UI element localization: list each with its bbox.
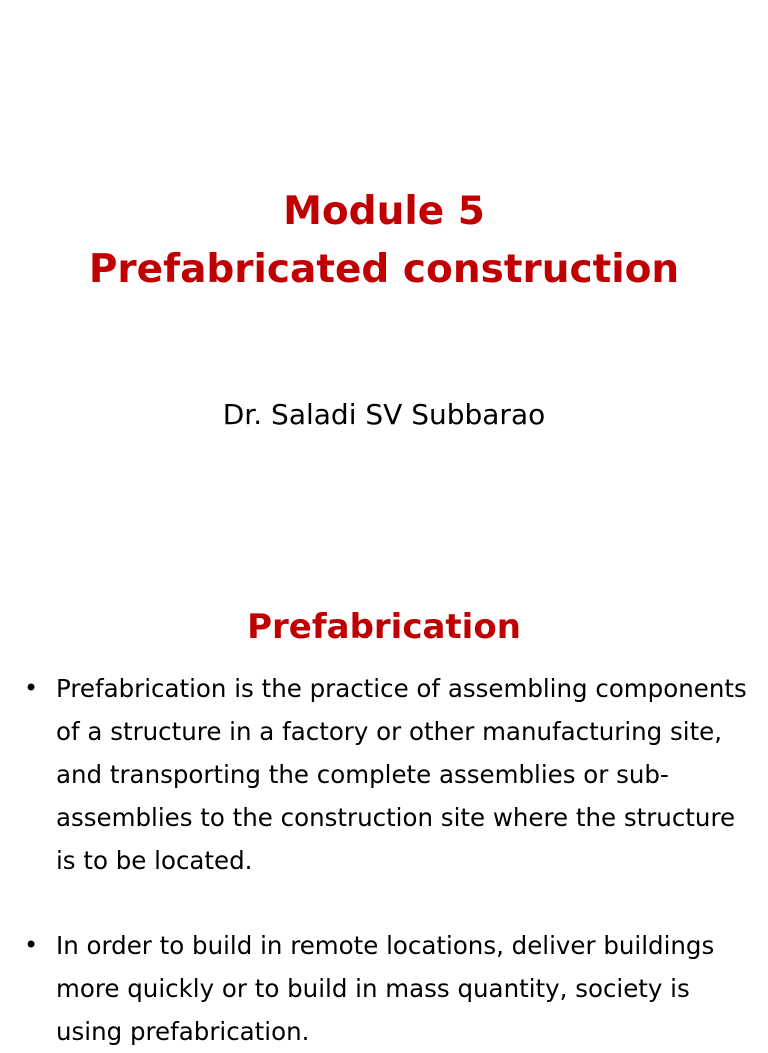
bullet-text-line: In order to build in remote locations, deliver buildings bbox=[56, 931, 715, 960]
author-name: Dr. Saladi SV Subbarao bbox=[222, 398, 546, 431]
content-slide bbox=[0, 576, 768, 1046]
bullet-text-line: assemblies to the construction site where the structure bbox=[56, 803, 736, 832]
bullet-text-line: of a structure in a factory or other manufacturing site, bbox=[56, 717, 723, 746]
module-subtitle: Prefabricated construction bbox=[88, 247, 680, 292]
bullet-text-line: is to be located. bbox=[56, 846, 253, 875]
bullet-text-line: more quickly or to build in mass quantity, society is bbox=[56, 974, 690, 1003]
bullet-marker: • bbox=[24, 674, 39, 702]
section-heading: Prefabrication bbox=[247, 607, 521, 647]
bullet-item bbox=[0, 924, 768, 1053]
bullet-text-line: using prefabrication. bbox=[56, 1017, 310, 1046]
bullet-text-line: and transporting the complete assemblies or sub- bbox=[56, 760, 669, 789]
bullet-item bbox=[0, 667, 768, 882]
bullet-text-line: Prefabrication is the practice of assembling components bbox=[56, 674, 747, 703]
bullet-marker: • bbox=[24, 931, 39, 959]
bullet-list bbox=[0, 667, 768, 1053]
module-title: Module 5 bbox=[283, 189, 485, 234]
